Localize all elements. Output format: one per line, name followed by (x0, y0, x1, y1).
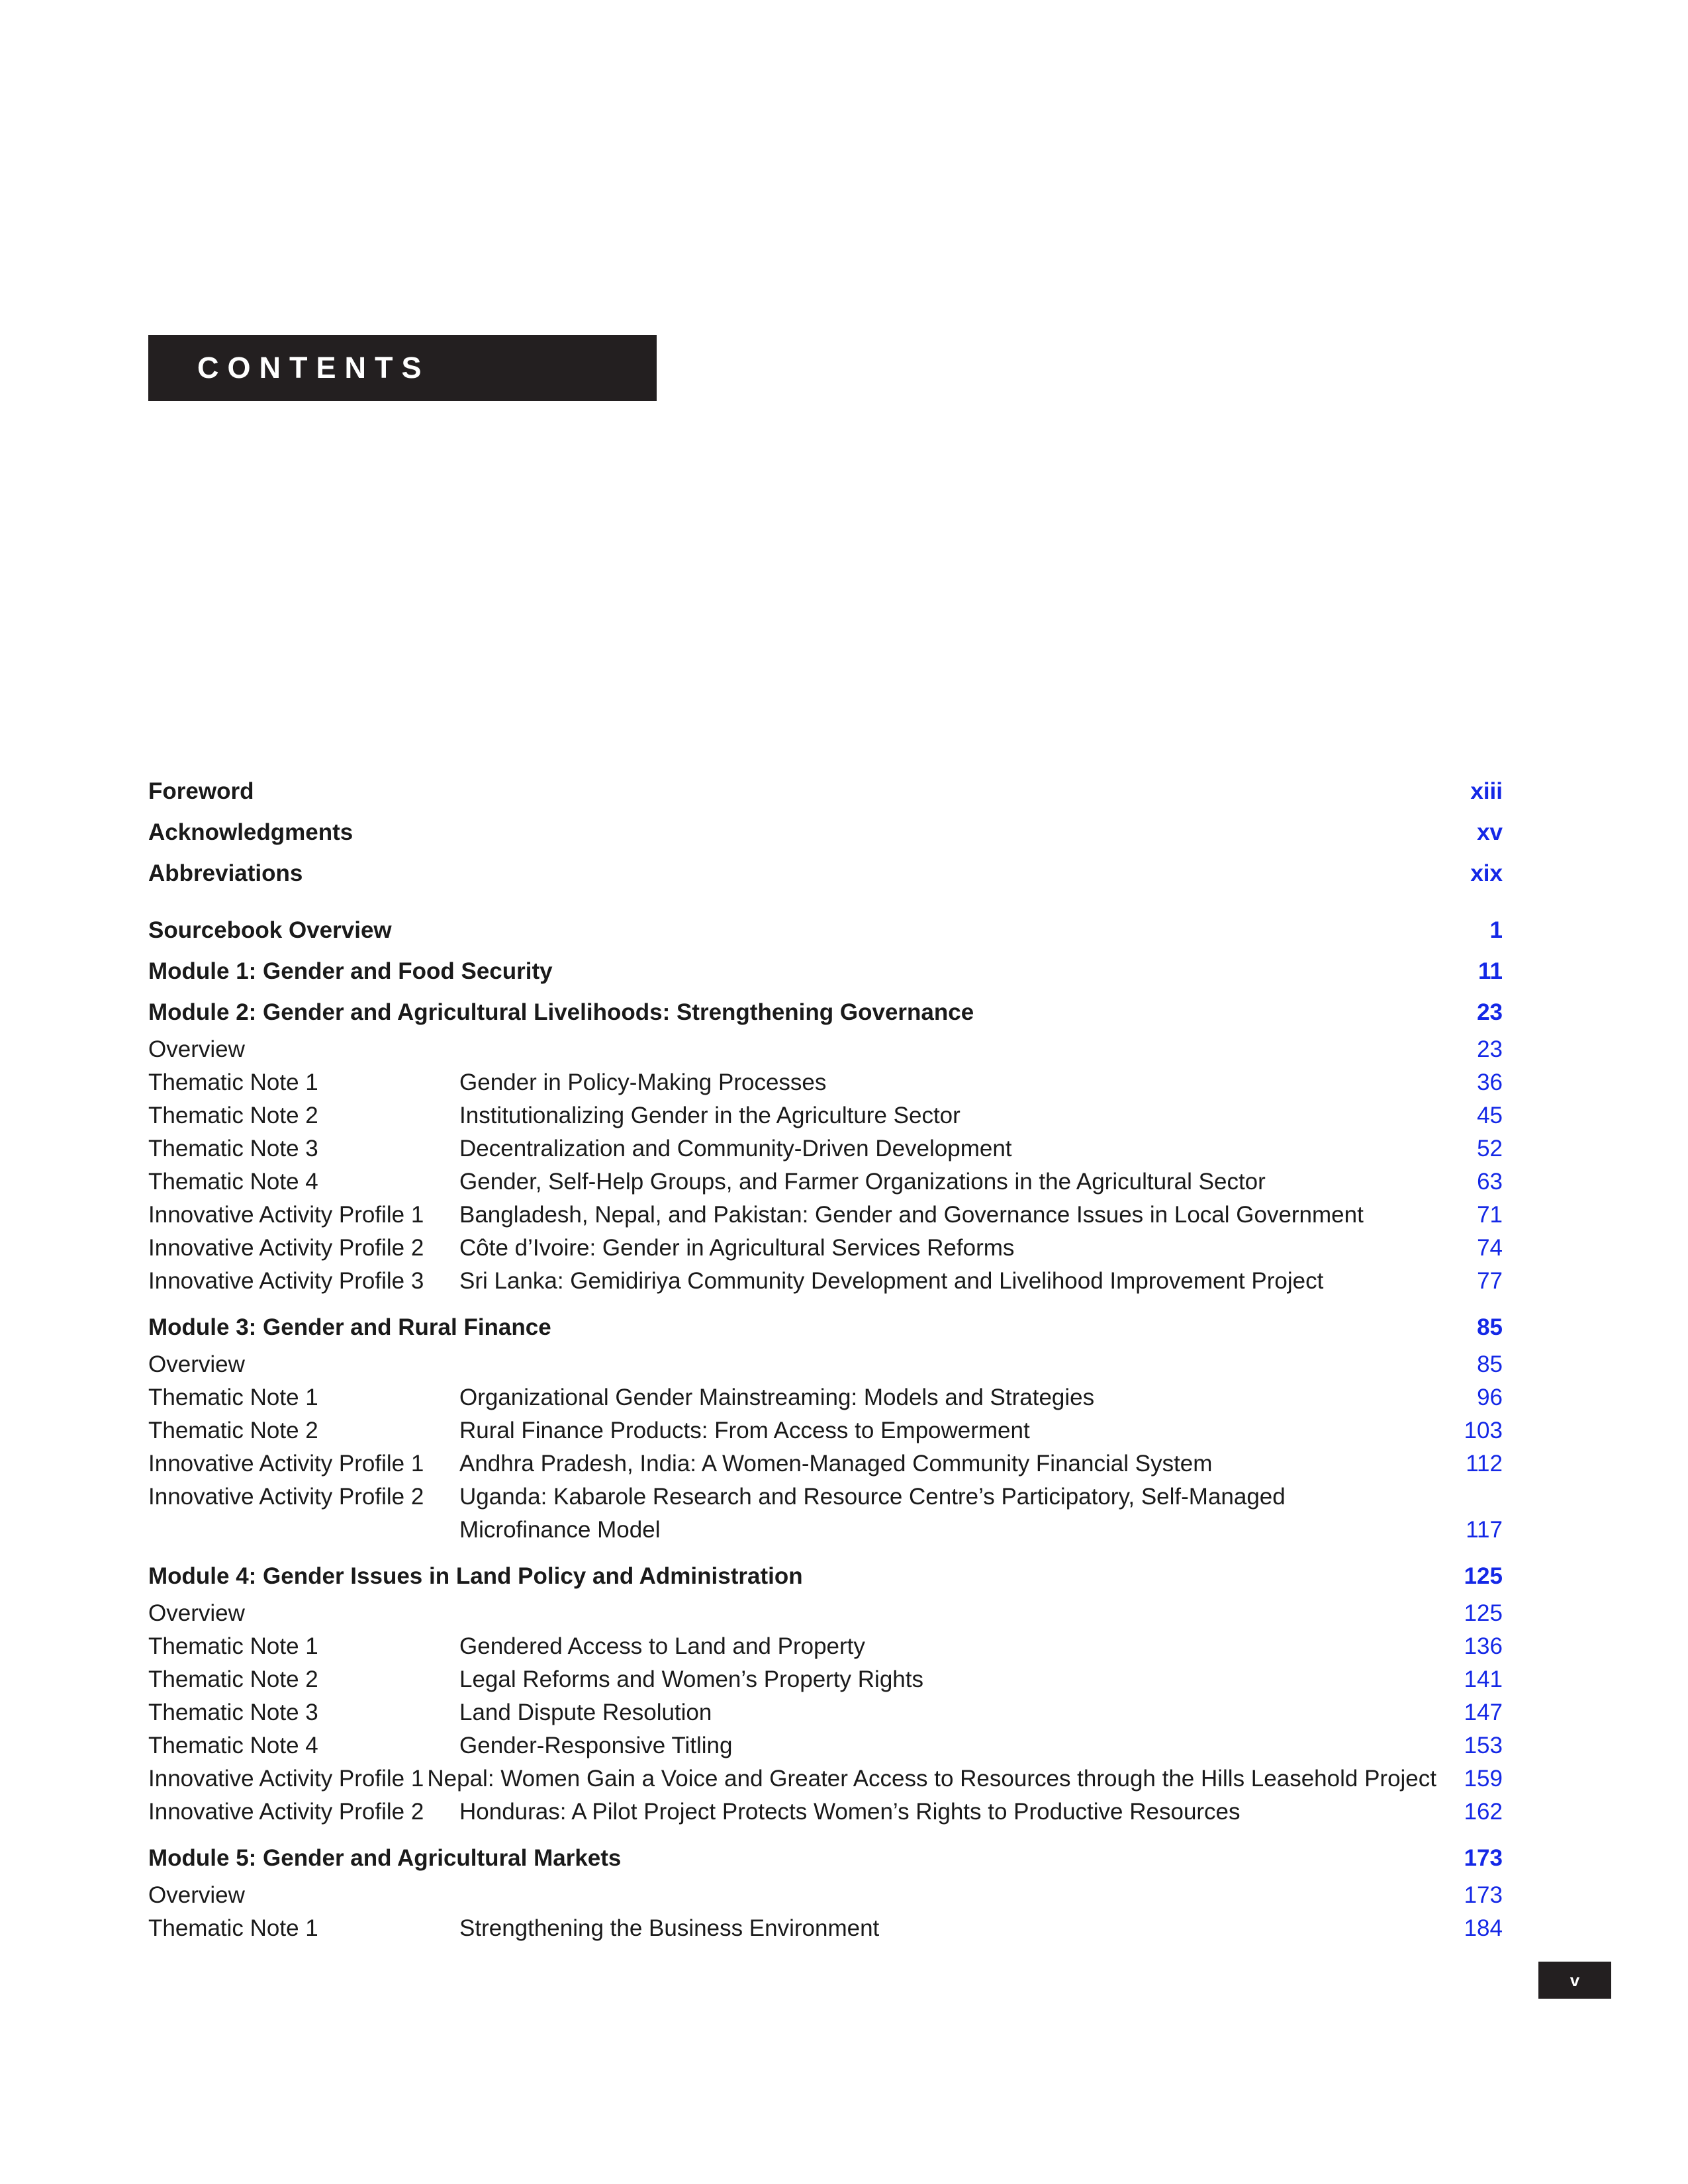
entry-title: Gender-Responsive Titling (459, 1733, 733, 1758)
page-number-link[interactable]: 1 (1489, 917, 1503, 943)
page-folio: v (1538, 1962, 1611, 1999)
page-number-link[interactable]: 173 (1464, 1845, 1503, 1871)
toc-entry[interactable] (148, 1480, 1503, 1514)
entry-title: Andhra Pradesh, India: A Women-Managed Community Financial System (459, 1451, 1213, 1477)
entry-title: Sourcebook Overview (148, 917, 392, 943)
page-number-link[interactable]: xv (1477, 819, 1503, 845)
toc-entry[interactable] (148, 1381, 1503, 1414)
entry-title: Module 1: Gender and Food Security (148, 958, 553, 984)
page-number-link[interactable]: 147 (1464, 1700, 1503, 1725)
entry-title: Organizational Gender Mainstreaming: Models and Strategies (459, 1385, 1095, 1410)
entry-label: Overview (148, 1351, 245, 1377)
entry-label: Innovative Activity Profile 2 (148, 1484, 424, 1510)
page-number-link[interactable]: 159 (1464, 1766, 1503, 1792)
entry-label: Innovative Activity Profile 1 (148, 1766, 424, 1792)
toc-entry[interactable] (148, 1663, 1503, 1696)
page-number-link[interactable]: 85 (1477, 1314, 1503, 1340)
front-matter-entry[interactable] (148, 771, 1503, 812)
toc-entry[interactable] (148, 1232, 1503, 1265)
module-heading[interactable] (148, 1307, 1503, 1348)
page-number-link[interactable]: 11 (1478, 958, 1503, 984)
toc-section-entry[interactable] (148, 951, 1503, 992)
page-number-link[interactable]: 23 (1477, 999, 1503, 1025)
entry-title: Bangladesh, Nepal, and Pakistan: Gender and Governance Issues in Local Government (459, 1202, 1364, 1228)
entry-label: Innovative Activity Profile 1 (148, 1451, 424, 1477)
entry-label: Thematic Note 2 (148, 1418, 318, 1443)
toc-entry[interactable] (148, 1514, 1503, 1547)
entry-label: Thematic Note 1 (148, 1069, 318, 1095)
entry-title: Microfinance Model (459, 1517, 661, 1543)
page-number-link[interactable]: 153 (1464, 1733, 1503, 1758)
toc-entry[interactable] (148, 1696, 1503, 1729)
entry-title: Gender, Self-Help Groups, and Farmer Organizations in the Agricultural Sector (459, 1169, 1266, 1195)
entry-label: Thematic Note 2 (148, 1666, 318, 1692)
page-number-link[interactable]: 36 (1477, 1069, 1503, 1095)
entry-label: Thematic Note 1 (148, 1915, 318, 1941)
entry-title: Côte d’Ivoire: Gender in Agricultural Services Reforms (459, 1235, 1015, 1261)
entry-title: Module 3: Gender and Rural Finance (148, 1314, 551, 1340)
entry-title: Legal Reforms and Women’s Property Rights (459, 1666, 923, 1692)
page-number-link[interactable]: 96 (1477, 1385, 1503, 1410)
entry-title: Rural Finance Products: From Access to Empowerment (459, 1418, 1030, 1443)
entry-title: Uganda: Kabarole Research and Resource Centre’s Participatory, Self-Managed (459, 1484, 1286, 1510)
toc-entry[interactable] (148, 1265, 1503, 1298)
entry-title: Foreword (148, 778, 254, 804)
toc-entry[interactable] (148, 1912, 1503, 1945)
entry-title: Module 4: Gender Issues in Land Policy and Administration (148, 1563, 803, 1589)
page-number-link[interactable]: 173 (1464, 1882, 1503, 1908)
toc-entry[interactable] (148, 1762, 1503, 1796)
entry-title: Abbreviations (148, 860, 303, 886)
table-of-contents (148, 771, 1503, 1945)
page-number-link[interactable]: 136 (1464, 1633, 1503, 1659)
toc-entry[interactable] (148, 1199, 1503, 1232)
toc-entry[interactable] (148, 1132, 1503, 1165)
entry-label: Thematic Note 3 (148, 1700, 318, 1725)
module-heading[interactable] (148, 1556, 1503, 1597)
entry-title: Institutionalizing Gender in the Agriculture Sector (459, 1103, 961, 1128)
toc-entry[interactable] (148, 1165, 1503, 1199)
page-number-link[interactable]: 63 (1477, 1169, 1503, 1195)
page-number-link[interactable]: 74 (1477, 1235, 1503, 1261)
entry-title: Module 5: Gender and Agricultural Markets (148, 1845, 622, 1871)
entry-title: Sri Lanka: Gemidiriya Community Development and Livelihood Improvement Project (459, 1268, 1324, 1294)
toc-entry[interactable] (148, 1597, 1503, 1630)
module-heading[interactable] (148, 992, 1503, 1033)
entry-title: Honduras: A Pilot Project Protects Women’s Rights to Productive Resources (459, 1799, 1241, 1825)
toc-entry[interactable] (148, 1099, 1503, 1132)
entry-label: Thematic Note 2 (148, 1103, 318, 1128)
toc-entry[interactable] (148, 1447, 1503, 1480)
toc-section-entry[interactable] (148, 910, 1503, 951)
page-number-link[interactable]: xiii (1470, 778, 1503, 804)
front-matter-entry[interactable] (148, 853, 1503, 894)
page-number-link[interactable]: 184 (1464, 1915, 1503, 1941)
entry-title: Strengthening the Business Environment (459, 1915, 880, 1941)
toc-entry[interactable] (148, 1879, 1503, 1912)
entry-title: Decentralization and Community-Driven Development (459, 1136, 1012, 1161)
entry-label: Innovative Activity Profile 2 (148, 1799, 424, 1825)
page-number-link[interactable]: 23 (1477, 1036, 1503, 1062)
page-number-link[interactable]: 45 (1477, 1103, 1503, 1128)
entry-title: Nepal: Women Gain a Voice and Greater Access to Resources through the Hills Leasehold Project (427, 1766, 1436, 1792)
page-number-link[interactable]: 125 (1464, 1600, 1503, 1626)
entry-label: Overview (148, 1036, 245, 1062)
toc-entry[interactable] (148, 1630, 1503, 1663)
entry-label: Innovative Activity Profile 1 (148, 1202, 424, 1228)
toc-entry[interactable] (148, 1729, 1503, 1762)
entry-label: Thematic Note 1 (148, 1385, 318, 1410)
entry-label: Thematic Note 3 (148, 1136, 318, 1161)
entry-label: Thematic Note 4 (148, 1733, 318, 1758)
entry-label: Thematic Note 4 (148, 1169, 318, 1195)
entry-label: Overview (148, 1882, 245, 1908)
entry-label: Innovative Activity Profile 3 (148, 1268, 424, 1294)
page-number-link[interactable]: 103 (1464, 1418, 1503, 1443)
entry-title: Module 2: Gender and Agricultural Livelihoods: Strengthening Governance (148, 999, 974, 1025)
entry-label: Thematic Note 1 (148, 1633, 318, 1659)
page-number-link[interactable]: 125 (1464, 1563, 1503, 1589)
page-number-link[interactable]: 117 (1466, 1517, 1503, 1543)
toc-entry[interactable] (148, 1414, 1503, 1447)
page-title: CONTENTS (197, 351, 430, 385)
page-number-link[interactable]: 71 (1477, 1202, 1503, 1228)
page-number-link[interactable]: xix (1470, 860, 1503, 886)
module-heading[interactable] (148, 1838, 1503, 1879)
entry-label: Innovative Activity Profile 2 (148, 1235, 424, 1261)
page-number-link[interactable]: 162 (1464, 1799, 1503, 1825)
entry-title: Acknowledgments (148, 819, 353, 845)
toc-entry[interactable] (148, 1348, 1503, 1381)
contents-heading-bar (148, 335, 657, 401)
entry-title: Gendered Access to Land and Property (459, 1633, 865, 1659)
front-matter-entry[interactable] (148, 812, 1503, 853)
page-number-link[interactable]: 77 (1477, 1268, 1503, 1294)
toc-entry[interactable] (148, 1796, 1503, 1829)
entry-title: Gender in Policy-Making Processes (459, 1069, 827, 1095)
toc-entry[interactable] (148, 1066, 1503, 1099)
page-number-link[interactable]: 85 (1477, 1351, 1503, 1377)
page-number-link[interactable]: 112 (1466, 1451, 1503, 1477)
toc-entry[interactable] (148, 1033, 1503, 1066)
page-number-link[interactable]: 52 (1477, 1136, 1503, 1161)
entry-label: Overview (148, 1600, 245, 1626)
page-number-link[interactable]: 141 (1464, 1666, 1503, 1692)
entry-title: Land Dispute Resolution (459, 1700, 712, 1725)
